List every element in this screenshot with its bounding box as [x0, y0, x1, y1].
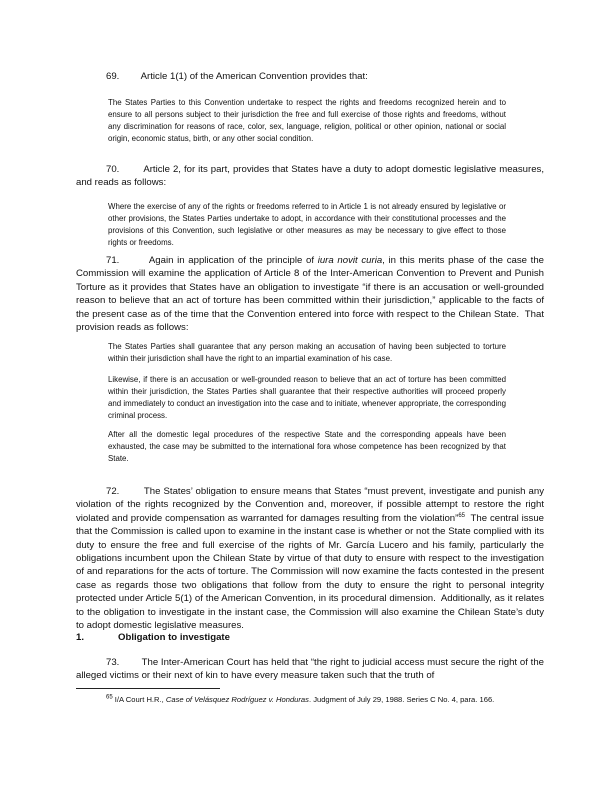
paragraph-71-text-a: 71. Again in application of the principle of — [106, 255, 318, 266]
paragraph-72-text-b: The central issue that the Commission is called upon to examine in the instant case is whether or not the State complied with its duty to ensure the free and full exercise of the rights of Mr. García Lucero and his family, particularly the obligations incumbent upon the Chilean State by virtue of that duty to ensure with respect to the investigation of and reparations for the acts of torture. The Commission will now examine the facts contested in the present case as regards those two obligations that follow from the duty to ensure the right to personal integrity protected under Article 5(1) of the American Convention, in its procedural dimension. Additionally, as it relates to the obligation to investigate in the instant case, the Commission will also examine the Chilean State’s duty to adopt domestic legislative measures. — [76, 512, 544, 632]
quote-article-2: Where the exercise of any of the rights or freedoms referred to in Article 1 is not already ensured by legislative or other provisions, the States Parties undertake to adopt, in accordance with their constitutional processes and the provisions of this Convention, such legislative or other measures as may be necessary to give effect to those rights or freedoms. — [108, 202, 506, 247]
paragraph-69: 69. Article 1(1) of the American Convention provides that: — [106, 71, 368, 82]
section-heading — [76, 632, 230, 643]
footnote-case-name: Case of Velásquez Rodríguez v. Honduras — [165, 695, 309, 704]
paragraph-72 — [76, 485, 544, 632]
quote-article-8-part-1: The States Parties shall guarantee that any person making an accusation of having been subjected to torture within their jurisdiction shall have the right to an impartial examination of his case. — [108, 342, 506, 363]
footnote-reference[interactable]: 65 — [458, 512, 466, 519]
paragraph-71-latin-term: iura novit curia — [317, 255, 383, 266]
footnote-65 — [76, 694, 544, 706]
section-title: Obligation to investigate — [118, 632, 230, 643]
paragraph-70: 70. Article 2, for its part, provides that States have a duty to adopt domestic legislative measures, and reads as follows: — [76, 164, 544, 189]
quote-article-1-1: The States Parties to this Convention undertake to respect the rights and freedoms recognized herein and to ensure to all persons subject to their jurisdiction the free and full exercise of those rights and freedoms, without any discrimination for reasons of race, color, sex, language, religion, political or other opinion, national or social origin, economic status, birth, or any other social condition. — [108, 98, 506, 143]
paragraph-71-text-b: , in this merits phase of the case the Commission will examine the application of Article 8 of the Inter-American Convention to Prevent and Punish Torture as it provides that States have an obligation to investigate “if there is an accusation or well-grounded reason to believe that an act of torture has been committed within their jurisdiction,” applicable to the facts of the present case as of the time that the Convention entered into force with respect to the Chilean State. That provision reads as follows: — [76, 255, 544, 334]
footnote-divider — [76, 688, 220, 689]
quote-article-8-part-2: Likewise, if there is an accusation or well-grounded reason to believe that an act of torture has been committed within their jurisdiction, the States Parties shall guarantee that their respective authorities will proceed properly and immediately to conduct an investigation into the case and to initiate, whenever appropriate, the corresponding criminal process. — [108, 375, 506, 420]
footnote-number: 65 — [106, 694, 113, 701]
footnote-text-b: . Judgment of July 29, 1988. Series C No. 4, para. 166. — [308, 695, 495, 704]
quote-article-8-part-3: After all the domestic legal procedures of the respective State and the corresponding appeals have been exhausted, the case may be submitted to the international fora whose competence has been recognized by that State. — [108, 430, 506, 463]
paragraph-71 — [76, 254, 544, 334]
paragraph-73: 73. The Inter-American Court has held that “the right to judicial access must secure the right of the alleged victims or their next of kin to have every measure taken such that the truth of — [76, 657, 544, 682]
footnote-text-a: I/A Court H.R., — [112, 695, 166, 704]
section-number: 1. — [76, 632, 85, 643]
paragraph-72-text-a: 72. The States’ obligation to ensure means that States “must prevent, investigate and punish any violation of the rights recognized by the Convention and, moreover, if possible attempt to restore the right violated and provide compensation as warranted for damages resulting from the violation” — [76, 486, 544, 524]
